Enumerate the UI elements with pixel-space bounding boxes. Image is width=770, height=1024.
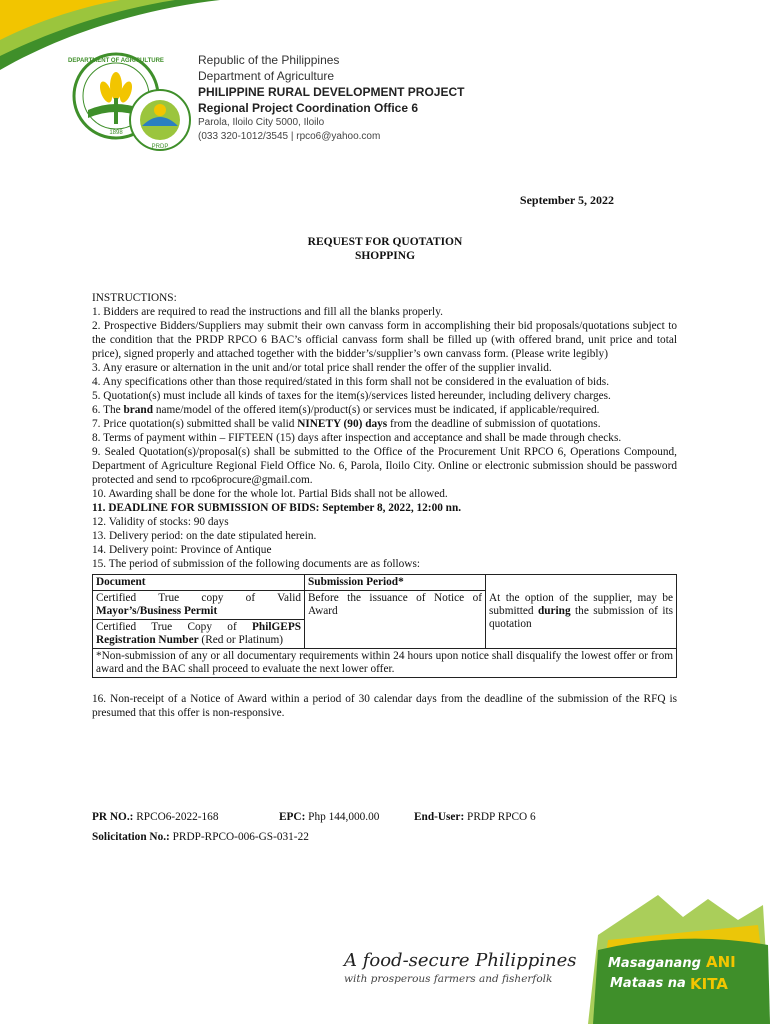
- end-user: [414, 811, 536, 823]
- header-period-text: Submission Period*: [308, 576, 404, 588]
- header-address: Parola, Iloilo City 5000, Iloilo: [198, 117, 325, 128]
- instruction-13: 13. Delivery period: on the date stipulated herein.: [92, 530, 317, 542]
- masaganang-ani-badge: [588, 895, 770, 1024]
- header-office: Regional Project Coordination Office 6: [198, 101, 419, 115]
- reference-row: [92, 811, 692, 825]
- document-date: September 5, 2022: [519, 193, 614, 207]
- instruction-7-bold: NINETY (90) days: [297, 418, 388, 430]
- instruction-3: 3. Any erasure or alternation in the unit and/or total price shall render the offer of the supplier invalid.: [92, 362, 552, 374]
- header-contact: (033 320-1012/3545 | rpco6@yahoo.com: [198, 131, 381, 142]
- period-option: [486, 591, 677, 649]
- instruction-11: [92, 501, 677, 515]
- instruction-9: 9. Sealed Quotation(s)/proposal(s) shall be submitted to the Office of the Procurement Unit RPCO 6, Operations Compound, Department of Agriculture Regional Field Office No. 6, Parola, Iloilo City. Online or electronic submission should be password protected and send to rpco6procure@gmail.com.: [92, 446, 677, 486]
- table-header-row: [93, 575, 677, 591]
- instruction-12: 12. Validity of stocks: 90 days: [92, 516, 229, 528]
- doc-business-permit: [93, 591, 305, 620]
- instruction-7: [92, 417, 677, 431]
- doc-2-pre: Certified True Copy of: [96, 621, 253, 633]
- seal-text: DEPARTMENT OF AGRICULTURE: [68, 58, 164, 64]
- instruction-15: 15. The period of submission of the following documents are as follows:: [92, 558, 420, 570]
- option-bold: during: [537, 604, 571, 617]
- header-project: PHILIPPINE RURAL DEVELOPMENT PROJECT: [198, 85, 465, 99]
- badge-line-2b: KITA: [690, 975, 728, 993]
- solicitation-number: [92, 831, 692, 843]
- title-line-1: REQUEST FOR QUOTATION: [307, 236, 463, 248]
- doc-1-pre: Certified True copy of Valid: [96, 592, 301, 604]
- header-period: [305, 575, 486, 591]
- instruction-8: 8. Terms of payment within – FIFTEEN (15) days after inspection and acceptance and shall be made through checks.: [92, 432, 622, 444]
- doc-philgeps: [93, 620, 305, 649]
- instruction-16: 16. Non-receipt of a Notice of Award within a period of 30 calendar days from the deadline of the submission of the RFQ is presumed that this offer is non-responsive.: [92, 693, 677, 719]
- instruction-2: 2. Prospective Bidders/Suppliers may submit their own canvass form in accomplishing their bid proposals/quotations subject to the condition that the PRDP RPCO 6 BAC’s official canvass form shall be filled up (with offered brand, unit price and total price), signed properly and attached together with the bidder’s/supplier’s own canvass form. (Please write legibly): [92, 320, 677, 360]
- doc-2-bold-1: PhilGEPS: [252, 621, 301, 633]
- instructions-heading: INSTRUCTIONS:: [92, 292, 177, 304]
- header-document-text: Document: [96, 576, 146, 588]
- instructions-body: [92, 291, 677, 720]
- pr-label: PR NO.:: [92, 811, 134, 823]
- option-pre: At the option of the supplier, may be submitted: [489, 591, 673, 617]
- header-department: Department of Agriculture: [198, 69, 335, 83]
- reference-numbers: [92, 811, 692, 843]
- title-line-2: SHOPPING: [354, 250, 416, 262]
- instruction-6-pre: 6. The: [92, 404, 124, 416]
- sol-label: Solicitation No.:: [92, 831, 170, 843]
- instruction-7-post: from the deadline of submission of quotations.: [387, 418, 601, 430]
- slogan-line-2: with prosperous farmers and fisherfolk: [344, 973, 553, 985]
- instruction-14: 14. Delivery point: Province of Antique: [92, 544, 272, 556]
- slogan: [344, 950, 576, 985]
- prdp-label: PRDP: [151, 144, 169, 150]
- table-note-row: [93, 649, 677, 678]
- instruction-5: 5. Quotation(s) must include all kinds of taxes for the item(s)/services listed hereunder, including delivery charges.: [92, 390, 611, 402]
- instruction-11-bold: 11. DEADLINE FOR SUBMISSION OF BIDS: September 8, 2022, 12:00 nn.: [92, 502, 462, 514]
- department-logos: [68, 48, 198, 158]
- documents-table: [92, 574, 677, 678]
- sol-value: PRDP-RPCO-006-GS-031-22: [169, 831, 309, 843]
- instruction-4: 4. Any specifications other than those required/stated in this form shall not be considered in the evaluation of bids.: [92, 376, 610, 388]
- epc-amount: [279, 811, 379, 823]
- header-blank: [486, 575, 677, 591]
- period-before-award: Before the issuance of Notice of Award: [305, 591, 486, 649]
- instruction-6-post: name/model of the offered item(s)/product(s) or services must be indicated, if applicable/required.: [153, 404, 600, 416]
- header-republic: Republic of the Philippines: [198, 53, 340, 67]
- doc-2-bold-2: Registration Number: [96, 634, 199, 646]
- badge-line-1: Masaganang: [608, 956, 701, 971]
- instruction-6-bold: brand: [123, 404, 153, 416]
- pr-value: RPCO6-2022-168: [133, 811, 219, 823]
- epc-label: EPC:: [279, 811, 306, 823]
- slogan-line-1: A food-secure Philippines: [344, 950, 577, 971]
- instruction-6: [92, 403, 677, 417]
- epc-value: Php 144,000.00: [305, 811, 380, 823]
- table-note: *Non-submission of any or all documentary requirements within 24 hours upon notice shall disqualify the lowest offer or from award and the BAC shall proceed to evaluate the next lower offer.: [93, 649, 677, 678]
- document-title: [0, 235, 770, 263]
- enduser-value: PRDP RPCO 6: [464, 811, 536, 823]
- table-row: [93, 591, 677, 620]
- badge-line-2: Mataas na: [610, 976, 686, 991]
- enduser-label: End-User:: [414, 811, 465, 823]
- seal-year: 1898: [109, 130, 123, 136]
- pr-number: [92, 811, 218, 823]
- letterhead: [198, 52, 464, 144]
- header-document: [93, 575, 305, 591]
- instruction-10: 10. Awarding shall be done for the whole lot. Partial Bids shall not be allowed.: [92, 488, 448, 500]
- instruction-7-pre: 7. Price quotation(s) submitted shall be valid: [92, 418, 298, 430]
- doc-2-post: (Red or Platinum): [198, 634, 284, 646]
- badge-line-1b: ANI: [706, 953, 736, 971]
- instruction-1: 1. Bidders are required to read the instructions and fill all the blanks properly.: [92, 306, 443, 318]
- option-post: the submission of its quotation: [489, 604, 673, 630]
- doc-1-bold: Mayor’s/Business Permit: [96, 605, 218, 617]
